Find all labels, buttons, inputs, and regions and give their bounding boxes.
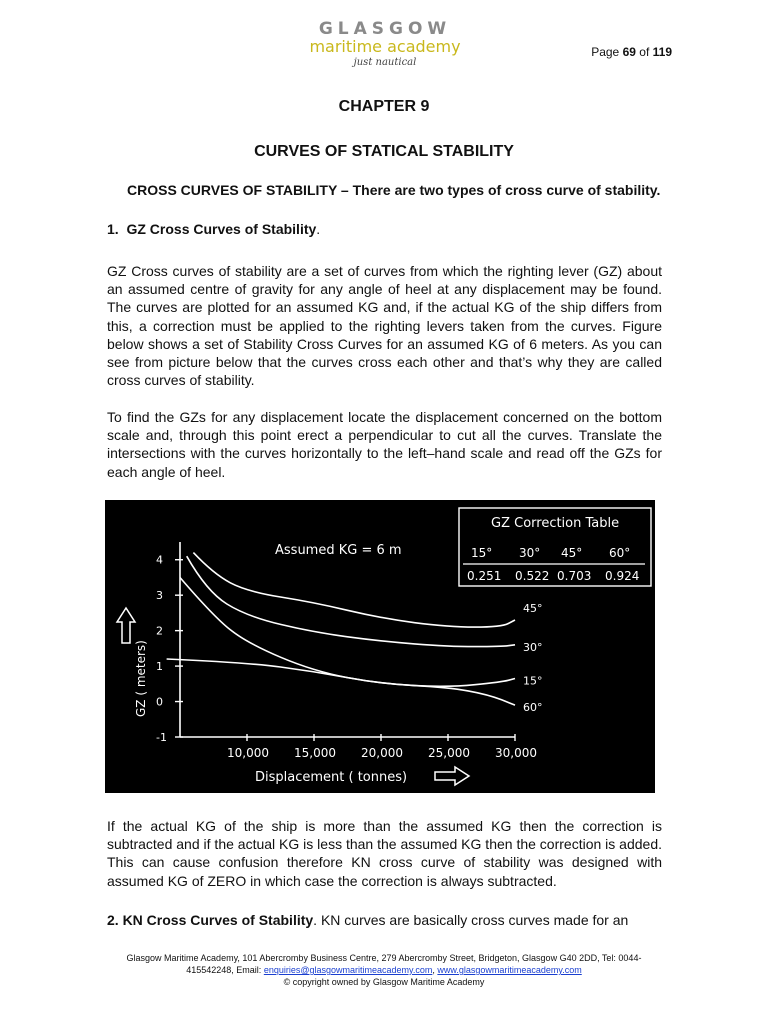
y-tick-label: 1 (156, 660, 163, 674)
correction-value: 0.924 (605, 569, 640, 583)
chapter-heading: CHAPTER 9 (338, 98, 430, 115)
paragraph-gz-intro: GZ Cross curves of stability are a set of curves from which the righting lever (GZ) about an assumed centre of gravity for any angle of heel at any displacement may be found. The curves are plotted for an assumed KG and, if the actual KG of the ship differs from this, a correction must be applied to the righting levers taken from the curves. Figure below shows a set of Stability Cross Curves for an assumed KG of 6 meters. As you can see from picture below that the curves cross each other and that’s why they are called cross curves of stability. (107, 263, 662, 389)
page-of: of (639, 45, 650, 59)
y-tick-label: 4 (156, 553, 163, 567)
y-axis-label: GZ ( meters) (134, 640, 148, 717)
section-2-text (107, 912, 662, 928)
logo-tagline: just nautical (353, 57, 417, 68)
logo-subtitle: maritime academy (309, 37, 461, 56)
section-subheading: CROSS CURVES OF STABILITY – There are two types of cross curve of stability. (127, 182, 661, 198)
page-title: CURVES OF STATICAL STABILITY (254, 143, 514, 160)
curve-15deg (167, 659, 515, 686)
chart-title: Assumed KG = 6 m (275, 543, 402, 558)
correction-value: 0.703 (557, 569, 592, 583)
correction-angle: 30° (519, 546, 541, 560)
x-tick-label: 20,000 (361, 746, 403, 760)
correction-value: 0.522 (515, 569, 550, 583)
correction-angle: 15° (471, 546, 493, 560)
section-1-title: GZ Cross Curves of Stability (126, 221, 317, 237)
logo-wordmark: GLASGOW (318, 19, 452, 39)
correction-value: 0.251 (467, 569, 502, 583)
x-axis-arrow-icon (435, 767, 469, 785)
cross-curves-chart (105, 500, 655, 793)
y-tick-label: 0 (156, 695, 163, 709)
paragraph-kg-correction: If the actual KG of the ship is more than the assumed KG then the correction is subtracted and if the actual KG is less than the assumed KG then the correction is added. This can cause confusion therefore KN cross curve of stability was designed with assumed KG of ZERO in which case the correction is always subtracted. (107, 818, 662, 889)
y-tick-label: -1 (156, 731, 167, 744)
curve-label-15deg: 15° (523, 674, 543, 688)
x-axis-label: Displacement ( tonnes) (255, 770, 408, 785)
section-1-number: 1. (107, 221, 119, 237)
x-tick-label: 10,000 (227, 746, 269, 760)
section-2-rest: . KN curves are basically cross curves made for an (313, 912, 629, 928)
page-number (591, 45, 672, 59)
y-tick-label: 3 (156, 589, 163, 603)
correction-angle: 60° (609, 546, 631, 560)
correction-table (459, 508, 651, 586)
section-1-period: . (316, 221, 321, 237)
correction-table-title: GZ Correction Table (491, 516, 620, 531)
page-prefix: Page (591, 45, 620, 59)
x-tick-label: 30,000 (495, 746, 537, 760)
x-tick-label: 15,000 (294, 746, 336, 760)
footer-website-link[interactable]: www.glasgowmaritimeacademy.com (437, 965, 582, 975)
y-tick-label: 2 (156, 624, 163, 638)
footer-copyright: © copyright owned by Glasgow Maritime Academy (283, 977, 485, 987)
footer-address: Glasgow Maritime Academy, 101 Abercromby Business Centre, 279 Abercromby Street, Bridgeton, Glasgow G40 2DD, Tel: 0044-415542248, Email: (126, 953, 642, 975)
cross-curves-figure (105, 500, 655, 793)
curve-label-30deg: 30° (523, 640, 543, 654)
academy-logo (290, 20, 480, 70)
section-2-title: 2. KN Cross Curves of Stability (107, 912, 314, 928)
x-tick-label: 25,000 (428, 746, 470, 760)
section-1-heading (107, 221, 320, 237)
page-total: 119 (652, 45, 672, 59)
paragraph-gz-method: To find the GZs for any displacement locate the displacement concerned on the bottom scale and, through this point erect a perpendicular to cut all the curves. Translate the intersections with the curves horizontally to the left–hand scale and read off the GZs for each angle of heel. (107, 409, 662, 480)
curve-label-60deg: 60° (523, 701, 543, 715)
y-axis-arrow-icon (117, 608, 135, 643)
page-current: 69 (622, 45, 636, 59)
correction-angle: 45° (561, 546, 583, 560)
page-footer: Glasgow Maritime Academy, 101 Abercromby Business Centre, 279 Abercromby Street, Bridgeton, Glasgow G40 2DD, Tel: 0044-415542248, Email: enquiries@glasgowmaritimeacademy.com, www.glasgowmaritimeacademy.com © copyright owned by Glasgow Maritime Academy (126, 953, 642, 987)
footer-email-link[interactable]: enquiries@glasgowmaritimeacademy.com (263, 965, 433, 975)
curve-label-45deg: 45° (523, 602, 543, 615)
